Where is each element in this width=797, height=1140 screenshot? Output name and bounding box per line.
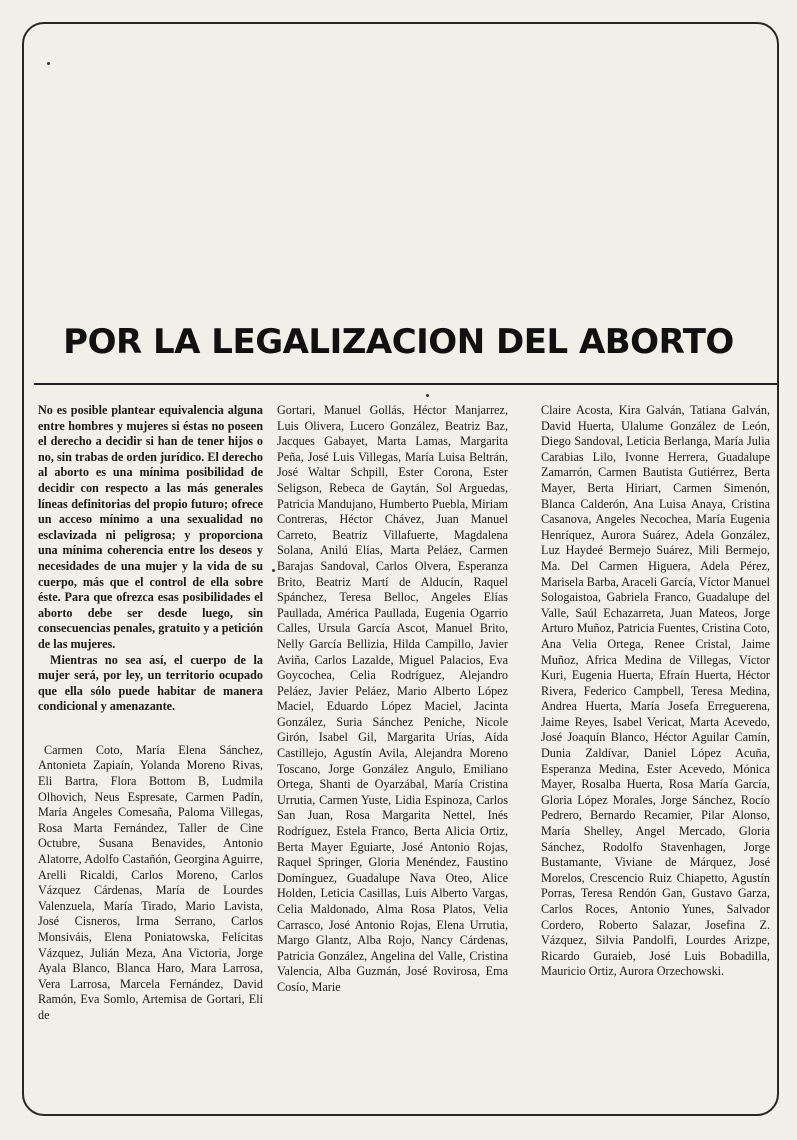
signatories-list: Claire Acosta, Kira Galván, Tatiana Galván, David Huerta, Ulalume González de León, Diego Sandoval, Leticia Berlanga, María Julia Carabias Lilo, Ivonne Herrera, Guadalupe Zamarrón, Carmen Bautista Gutiérrez, Berta Mayer, Berta Hiriart, Carmen Simenón, Blanca Calderón, Ana Luisa Anaya, Cristina Casanova, Angeles Necochea, María Eugenia Henríquez, Aurora Suárez, Adela González, Luz Haydeé Bermejo Suárez, Mili Bermejo, Ma. Del Carmen Higuera, Adela Pérez, Marisela Barba, Araceli García, Víctor Manuel Sologaistoa, Gabriela Franco, Guadalupe del Valle, Saúl Echazarreta, Juan Mateos, Jorge Arturo Muñoz, Patricia Fuentes, Cristina Coto, Ana Velia Ortega, Renee Cristal, Jaime Muñoz, Africa Medina de Villegas, Víctor Kuri, Eugenia Huerta, Efraín Huerta, Héctor Rivera, Federico Campbell, Teresa Medina, Andrea Huerta, María Josefa Erreguerena, Jaime Reyes, Isabel Vericat, Marta Acevedo, José Joaquín Blanco, Héctor Aguilar Camín, Dunia Zaldívar, Daniel López Acuña, Esperanza Medina, Ester Acevedo, Mónica Mayer, Rosalba Huerta, Rosa María García, Gloria López Morales, Jorge Sánchez, Rocío Pedrero, Bernardo Recamier, Pilar Alonso, María Shelley, Angel Mercado, Gloria Sánchez, Rodolfo Stavenhagen, Jorge Bustamante, Viviane de Márquez, José Morelos, Crescencio Ruiz Chiapetto, Agustín Porras, Teresa Rendón Gan, Gustavo Garza, Carlos Roces, Antonio Yunes, Salvador Cordero, Roberto Salazar, Josefina Z. Vázquez, Silvia Pandolfi, Lourdes Arizpe, Ricardo Guraieb, José Luis Bobadilla, Mauricio Ortiz, Aurora Orzechowski. (541, 403, 770, 979)
signatories-list: Gortari, Manuel Gollás, Héctor Manjarrez, Luis Olivera, Lucero González, Beatriz Baz, Jacques Gabayet, Marta Lamas, Margarita Peña, José Luis Villegas, María Luisa Beltrán, José Waltar Schpill, Ester Corona, Ester Seligson, Rebeca de Gaytán, Sol Arguedas, Patricia Mandujano, Humberto Puebla, Miriam Contreras, Héctor Chávez, Juan Manuel Carreto, Beatriz Villafuerte, Magdalena Solana, Anilú Elías, Marta Peláez, Carmen Barajas Sandoval, Carlos Olvera, Esperanza Brito, Beatriz Martí de Alducín, Raquel Spánchez, Teresa Belloc, Angeles Elías Paullada, América Paullada, Eugenia Ogarrio Calles, Ursula García Ascot, Manuel Brito, Nelly García Bellizia, Hilda Campillo, Javier Aviña, Carlos Lazalde, Miguel Palacios, Eva Goycochea, Celia Rodríguez, Alejandro Peláez, Javier Peláez, Mario Alberto López Maciel, Eduardo López Maciel, Jacinta González, Suria Sánchez Peniche, Nicole Girón, Isabel Gil, Margarita Urías, Aída Castillejo, Agustín Avila, Alejandra Moreno Toscano, Jorge González Angulo, Emiliano Ortega, Shanti de Oyarzábal, María Cristina Urrutia, Carmen Yuste, Lidia Espinoza, Carlos San Juan, Rosa Margarita Nettel, Inés Rodríguez, Estela Franco, Berta Alicia Ortiz, Berta Mayer Eguiarte, José Antonio Rojas, Raquel Springer, Gloria Menéndez, Faustino Domínguez, Guadalupe Nava Oteo, Alice Holden, Leticia Casillas, Luis Alberto Vargas, Celia Maldonado, Alma Rosa Platos, Velia Carrasco, José Antonio Rojas, Elena Urrutia, Margo Glantz, Alba Rojo, Nancy Cárdenas, Patricia González, Angelina del Valle, Cristina Valencia, Alba Guzmán, José Rovirosa, Ema Cosío, Marie (277, 403, 508, 994)
speck-mark (47, 62, 50, 65)
intro-paragraph: Mientras no sea así, el cuerpo de la mujer será, por ley, un territorio ocupado que ella sólo puede habitar de manera condicional y amenazante. (38, 652, 263, 714)
column-1 (38, 403, 263, 1024)
manifesto-text (38, 403, 263, 715)
title-divider (34, 383, 778, 385)
column-3 (541, 403, 770, 980)
speck-mark (272, 569, 275, 572)
signatories-list: Carmen Coto, María Elena Sánchez, Antonieta Zapiaín, Yolanda Moreno Rivas, Eli Bartra, Flora Bottom B, Ludmila Olhovich, Neus Espresate, Carmen Padín, María Angeles Comesaña, Paloma Villegas, Rosa Marta Fernández, Taller de Cine Octubre, Susana Benavides, Antonio Alatorre, Adolfo Castañón, Georgina Aguirre, Arelli Ricaldi, Carlos Moreno, Carlos Vázquez Cárdenas, María de Lourdes Valenzuela, María Tirado, Mario Lavista, José Cisneros, Irma Serrano, Carlos Monsiváis, Elena Poniatowska, Felícitas Vázquez, Julián Meza, Ana Victoria, Jorge Ayala Blanco, Blanca Haro, Mara Larrosa, Vera Larrosa, Marcela Fernández, David Ramón, Eva Somlo, Artemisa de Gortari, Eli de (38, 742, 263, 1022)
article-title: POR LA LEGALIZACION DEL ABORTO (63, 322, 734, 362)
intro-paragraph: No es posible plantear equivalencia alguna entre hombres y mujeres si éstas no poseen el derecho a decidir si han de tener hijos o no, sin trabas de orden jurídico. El derecho al aborto es una mínima posibilidad de decidir con respecto a las más generales líneas definitorias del propio futuro; ofrece un acceso mínimo a una sexualidad no esclavizada ni peligrosa; y proporciona una mínima coherencia entre los deseos y necesidades de una mujer y la vida de su cuerpo, más que el control de ella sobre éste. Para que ofrezca esas posibilidades el aborto debe ser desde luego, sin consecuencias penales, gratuito y a petición de las mujeres. (38, 403, 263, 651)
column-2 (277, 403, 508, 996)
speck-mark (426, 394, 429, 397)
